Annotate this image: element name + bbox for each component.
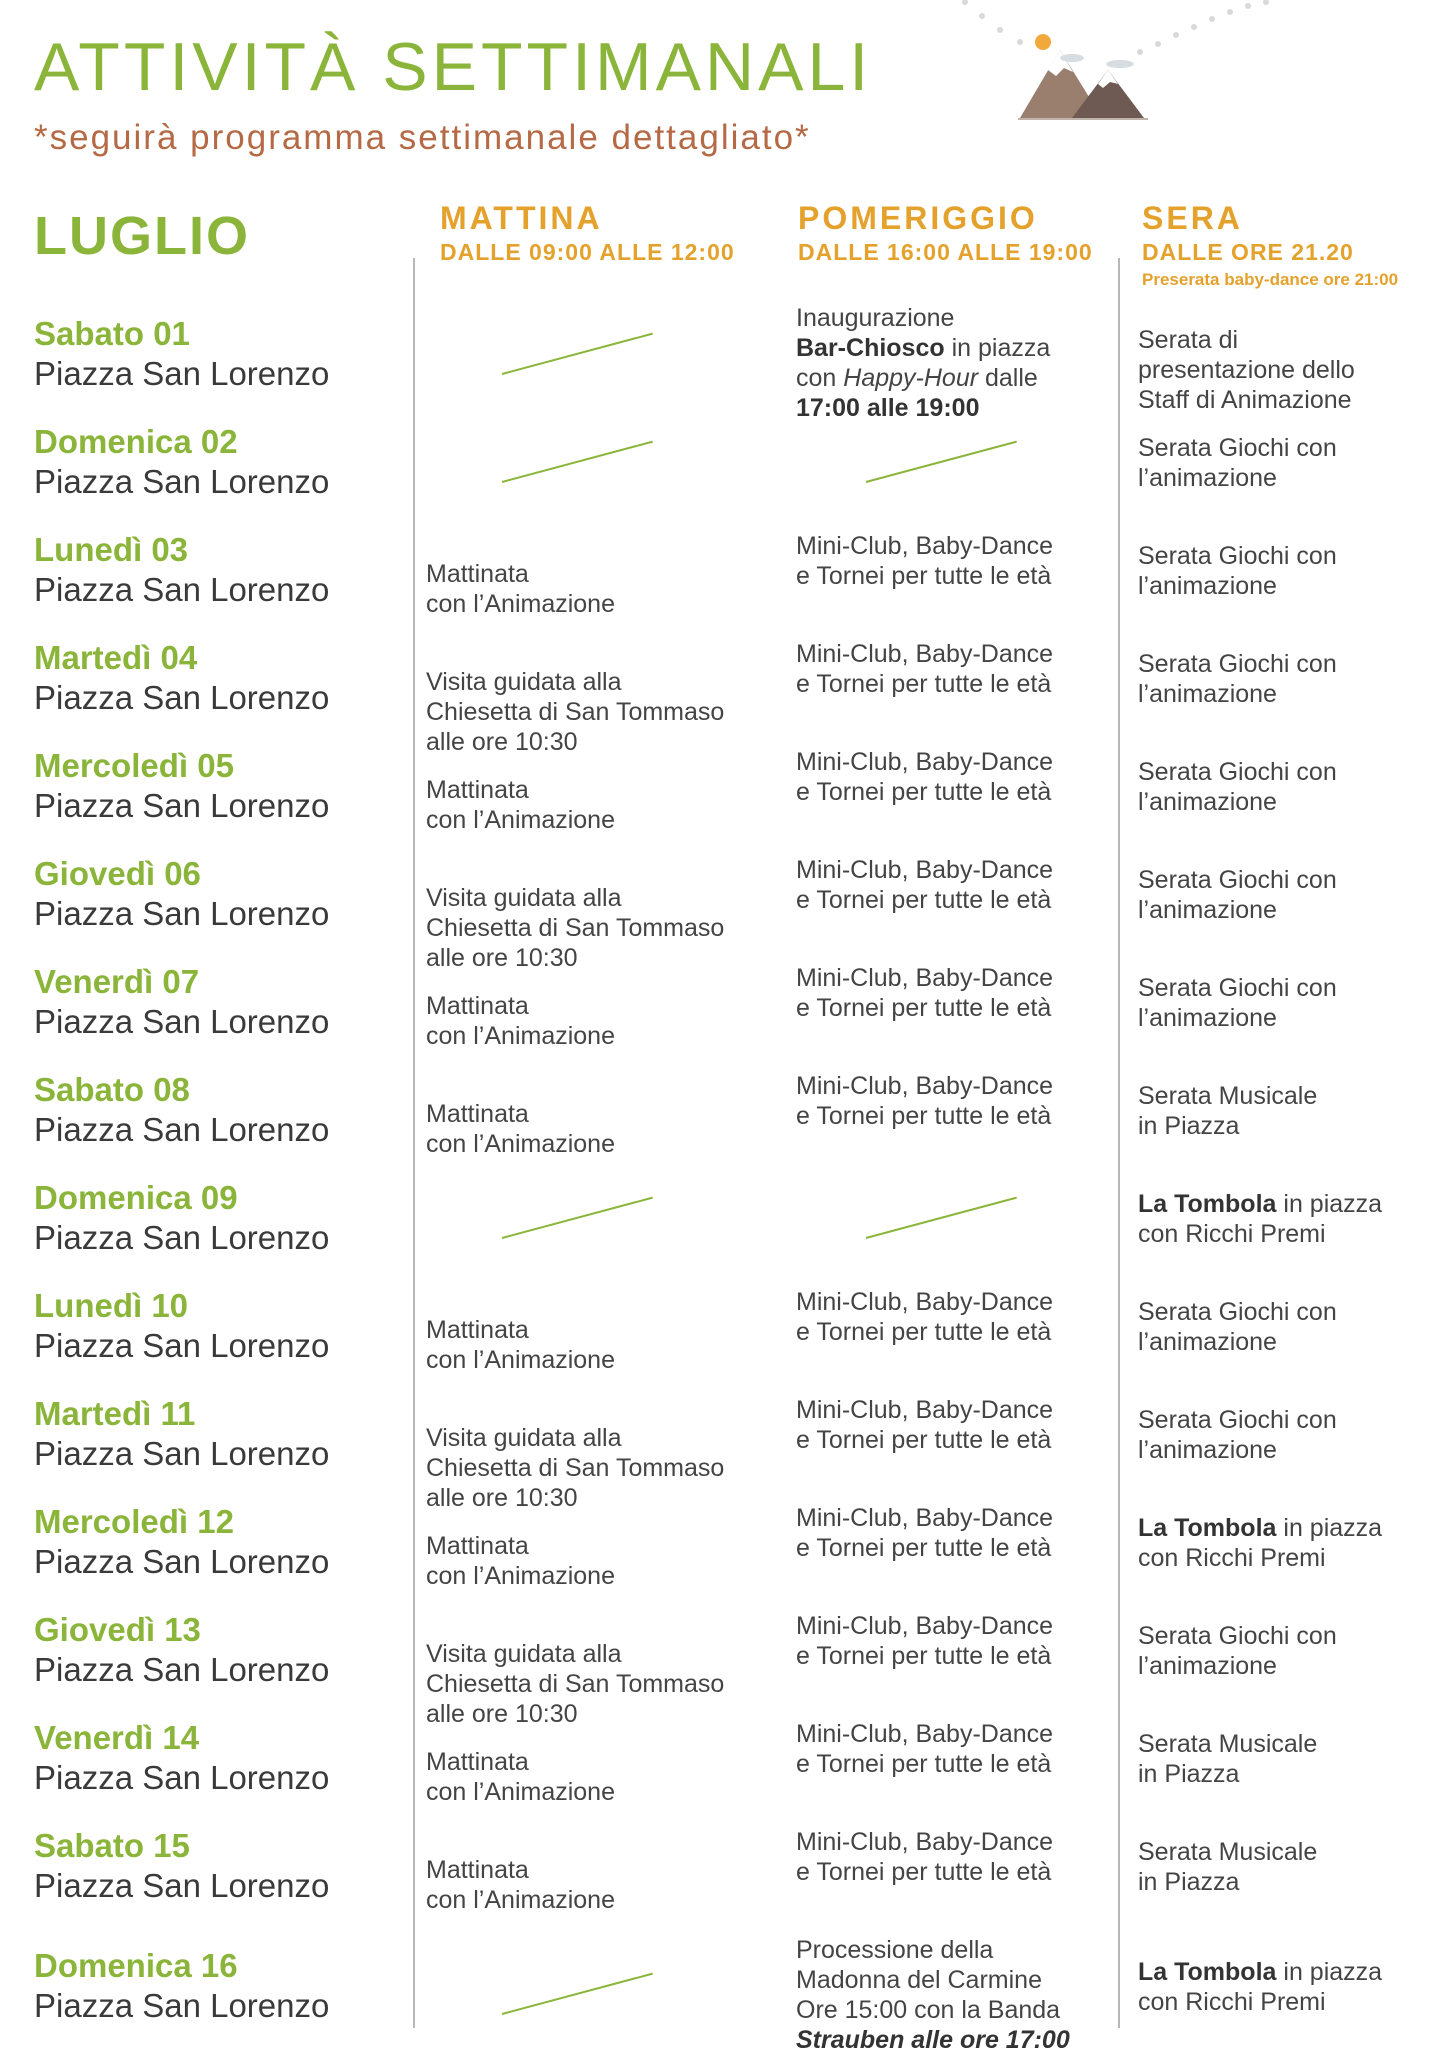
row-place: Piazza San Lorenzo: [34, 1651, 330, 1688]
row-day: Venerdì 07: [34, 963, 200, 1000]
row-morning-activity: Mattinata con l’Animazione: [426, 1316, 615, 1374]
row-place: Piazza San Lorenzo: [34, 895, 330, 932]
row-evening-activity: Serata Giochi con l’animazione: [1138, 974, 1337, 1032]
row-place: Piazza San Lorenzo: [34, 1435, 330, 1472]
row-evening-activity: Serata Giochi con l’animazione: [1138, 650, 1337, 708]
row-morning-activity: Mattinata con l’Animazione: [426, 1856, 615, 1914]
row-place: Piazza San Lorenzo: [34, 1543, 330, 1580]
mountain-logo-icon: [960, 0, 1300, 130]
evening-column-header: [1142, 200, 1398, 290]
row-place: Piazza San Lorenzo: [34, 463, 330, 500]
row-morning-no-activity: [502, 441, 653, 483]
row-afternoon-activity: Mini-Club, Baby-Dance e Tornei per tutte le età: [796, 856, 1054, 914]
page-subtitle: *seguirà programma settimanale dettagliato*: [34, 118, 811, 157]
row-place: Piazza San Lorenzo: [34, 679, 330, 716]
row-afternoon-activity: Inaugurazione Bar-Chiosco in piazza con Happy-Hour dalle 17:00 alle 19:00: [796, 304, 1051, 422]
row-place: Piazza San Lorenzo: [34, 787, 330, 824]
row-morning-activity: Mattinata con l’Animazione: [426, 1532, 615, 1590]
row-afternoon-activity: Mini-Club, Baby-Dance e Tornei per tutte le età: [796, 1288, 1054, 1346]
row-day: Sabato 15: [34, 1827, 190, 1864]
morning-title: MATTINA: [440, 200, 603, 236]
row-place: Piazza San Lorenzo: [34, 1759, 330, 1796]
row-day: Giovedì 13: [34, 1611, 201, 1648]
row-afternoon-no-activity: [866, 1197, 1017, 1239]
row-place: Piazza San Lorenzo: [34, 1219, 330, 1256]
row-afternoon-activity: Mini-Club, Baby-Dance e Tornei per tutte le età: [796, 640, 1054, 698]
row-evening-activity: La Tombola in piazza con Ricchi Premi: [1138, 1190, 1383, 1248]
row-evening-activity: Serata Giochi con l’animazione: [1138, 434, 1337, 492]
row-afternoon-activity: Mini-Club, Baby-Dance e Tornei per tutte le età: [796, 1072, 1054, 1130]
row-afternoon-activity: Mini-Club, Baby-Dance e Tornei per tutte le età: [796, 964, 1054, 1022]
row-place: Piazza San Lorenzo: [34, 1111, 330, 1148]
row-evening-activity: Serata Giochi con l’animazione: [1138, 1298, 1337, 1356]
row-afternoon-activity: Processione della Madonna del Carmine Ore 15:00 con la Banda Strauben alle ore 17:00: [796, 1936, 1070, 2054]
row-morning-activity: Visita guidata alla Chiesetta di San Tommaso alle ore 10:30: [426, 1640, 725, 1728]
row-morning-activity: Visita guidata alla Chiesetta di San Tommaso alle ore 10:30: [426, 884, 725, 972]
row-afternoon-activity: Mini-Club, Baby-Dance e Tornei per tutte le età: [796, 1396, 1054, 1454]
row-day: Martedì 11: [34, 1395, 196, 1432]
column-divider: [413, 258, 415, 2028]
evening-hours: DALLE ORE 21.20: [1142, 239, 1354, 265]
afternoon-hours: DALLE 16:00 ALLE 19:00: [798, 239, 1093, 265]
morning-hours: DALLE 09:00 ALLE 12:00: [440, 239, 735, 265]
row-morning-no-activity: [502, 1973, 653, 2015]
row-evening-activity: Serata Giochi con l’animazione: [1138, 758, 1337, 816]
row-evening-activity: Serata Musicale in Piazza: [1138, 1730, 1318, 1788]
row-morning-activity: Mattinata con l’Animazione: [426, 992, 615, 1050]
row-evening-activity: La Tombola in piazza con Ricchi Premi: [1138, 1958, 1383, 2016]
row-morning-activity: Mattinata con l’Animazione: [426, 1748, 615, 1806]
row-afternoon-activity: Mini-Club, Baby-Dance e Tornei per tutte le età: [796, 1612, 1054, 1670]
row-day: Martedì 04: [34, 639, 198, 676]
row-day: Domenica 02: [34, 423, 238, 460]
row-day: Sabato 08: [34, 1071, 190, 1108]
row-evening-activity: Serata Musicale in Piazza: [1138, 1838, 1318, 1896]
afternoon-title: POMERIGGIO: [798, 200, 1038, 236]
row-day: Lunedì 03: [34, 531, 189, 568]
row-morning-no-activity: [502, 333, 653, 375]
afternoon-column-header: [798, 200, 1093, 266]
row-evening-activity: Serata Giochi con l’animazione: [1138, 1406, 1337, 1464]
row-morning-activity: Visita guidata alla Chiesetta di San Tommaso alle ore 10:30: [426, 1424, 725, 1512]
row-morning-activity: Mattinata con l’Animazione: [426, 1100, 615, 1158]
row-morning-activity: Visita guidata alla Chiesetta di San Tommaso alle ore 10:30: [426, 668, 725, 756]
row-day: Mercoledì 05: [34, 747, 234, 784]
column-divider: [1118, 258, 1120, 2028]
row-afternoon-activity: Mini-Club, Baby-Dance e Tornei per tutte le età: [796, 1504, 1054, 1562]
row-afternoon-activity: Mini-Club, Baby-Dance e Tornei per tutte le età: [796, 1720, 1054, 1778]
row-evening-activity: Serata Musicale in Piazza: [1138, 1082, 1318, 1140]
row-day: Giovedì 06: [34, 855, 201, 892]
row-place: Piazza San Lorenzo: [34, 1003, 330, 1040]
row-afternoon-activity: Mini-Club, Baby-Dance e Tornei per tutte le età: [796, 532, 1054, 590]
row-morning-no-activity: [502, 1197, 653, 1239]
row-evening-activity: La Tombola in piazza con Ricchi Premi: [1138, 1514, 1383, 1572]
evening-note: Preserata baby-dance ore 21:00: [1142, 270, 1399, 289]
row-afternoon-activity: Mini-Club, Baby-Dance e Tornei per tutte le età: [796, 748, 1054, 806]
row-place: Piazza San Lorenzo: [34, 355, 330, 392]
row-afternoon-activity: Mini-Club, Baby-Dance e Tornei per tutte le età: [796, 1828, 1054, 1886]
row-day: Lunedì 10: [34, 1287, 189, 1324]
row-place: Piazza San Lorenzo: [34, 571, 330, 608]
row-day: Mercoledì 12: [34, 1503, 234, 1540]
row-place: Piazza San Lorenzo: [34, 1867, 330, 1904]
row-day: Domenica 16: [34, 1947, 238, 1984]
row-day: Sabato 01: [34, 315, 190, 352]
row-day: Venerdì 14: [34, 1719, 200, 1756]
row-evening-activity: Serata Giochi con l’animazione: [1138, 866, 1337, 924]
row-day: Domenica 09: [34, 1179, 238, 1216]
morning-column-header: [440, 200, 735, 266]
month-label: LUGLIO: [34, 206, 250, 266]
evening-title: SERA: [1142, 200, 1243, 236]
row-afternoon-no-activity: [866, 441, 1017, 483]
row-place: Piazza San Lorenzo: [34, 1987, 330, 2024]
page-title: ATTIVITÀ SETTIMANALI: [34, 29, 873, 105]
row-evening-activity: Serata di presentazione dello Staff di Animazione: [1138, 326, 1355, 414]
row-place: Piazza San Lorenzo: [34, 1327, 330, 1364]
row-morning-activity: Mattinata con l’Animazione: [426, 560, 615, 618]
row-morning-activity: Mattinata con l’Animazione: [426, 776, 615, 834]
row-evening-activity: Serata Giochi con l’animazione: [1138, 542, 1337, 600]
row-evening-activity: Serata Giochi con l’animazione: [1138, 1622, 1337, 1680]
